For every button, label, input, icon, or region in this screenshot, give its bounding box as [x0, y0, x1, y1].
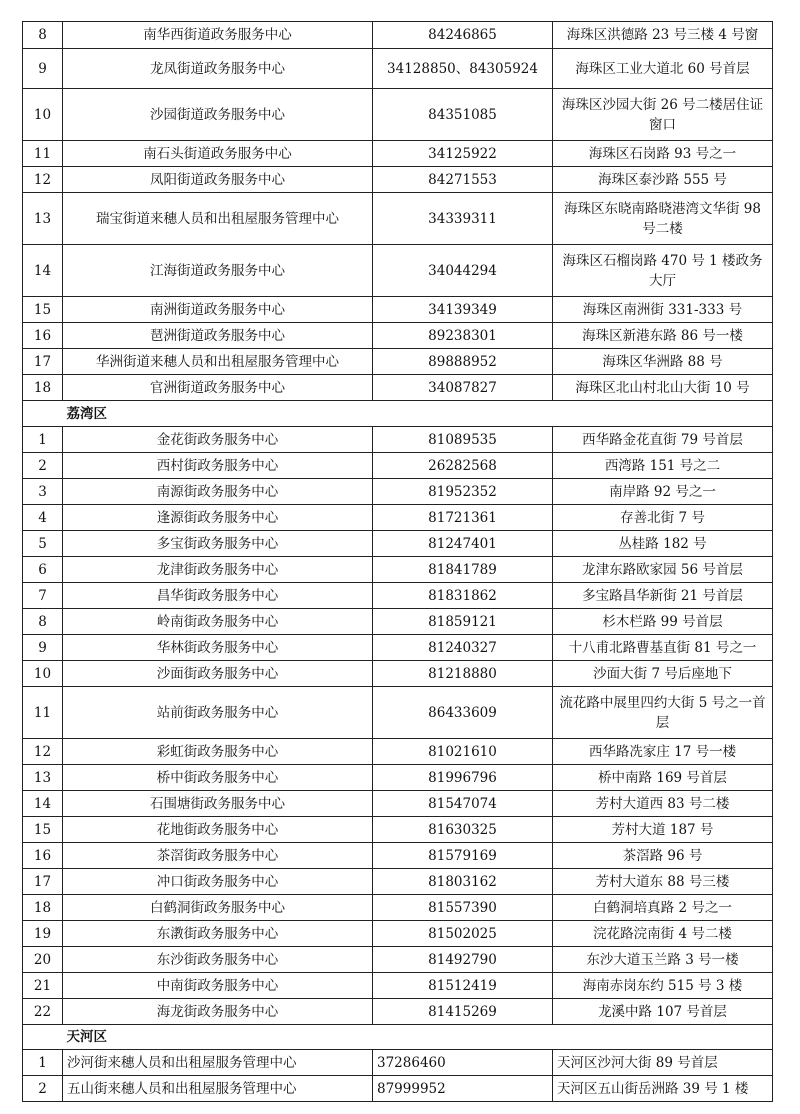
phone-number: 81218880: [373, 661, 553, 687]
address: 杉木栏路 99 号首层: [553, 609, 773, 635]
phone-number: 87999952: [373, 1076, 553, 1102]
phone-number: 81492790: [373, 947, 553, 973]
center-name: 沙河街来穗人员和出租屋服务管理中心: [63, 1050, 373, 1076]
table-row: [23, 375, 773, 401]
center-name: 东沙街政务服务中心: [63, 947, 373, 973]
center-name: 沙面街政务服务中心: [63, 661, 373, 687]
table-row: [23, 843, 773, 869]
row-number: 18: [23, 375, 63, 401]
center-name: 五山街来穗人员和出租屋服务管理中心: [63, 1076, 373, 1102]
phone-number: 81247401: [373, 531, 553, 557]
center-name: 南洲街道政务服务中心: [63, 297, 373, 323]
table-row: [23, 531, 773, 557]
address: 浣花路浣南街 4 号二楼: [553, 921, 773, 947]
table-row: [23, 973, 773, 999]
row-number: 16: [23, 843, 63, 869]
row-number: 2: [23, 1076, 63, 1102]
phone-number: 84351085: [373, 89, 553, 141]
center-name: 琶洲街道政务服务中心: [63, 323, 373, 349]
address: 西华路金花直街 79 号首层: [553, 427, 773, 453]
phone-number: 84246865: [373, 22, 553, 49]
phone-number: 34139349: [373, 297, 553, 323]
row-number: 17: [23, 349, 63, 375]
table-row: [23, 89, 773, 141]
center-name: 昌华街政务服务中心: [63, 583, 373, 609]
center-name: 龙凤街道政务服务中心: [63, 49, 373, 89]
phone-number: 81859121: [373, 609, 553, 635]
phone-number: 81557390: [373, 895, 553, 921]
center-name: 冲口街政务服务中心: [63, 869, 373, 895]
address: 海珠区北山村北山大街 10 号: [553, 375, 773, 401]
phone-number: 81512419: [373, 973, 553, 999]
row-number: 14: [23, 791, 63, 817]
row-number: 22: [23, 999, 63, 1025]
table-row: [23, 22, 773, 49]
table-row: [23, 635, 773, 661]
table-row: [23, 947, 773, 973]
phone-number: 86433609: [373, 687, 553, 739]
row-number: 10: [23, 89, 63, 141]
center-name: 花地街政务服务中心: [63, 817, 373, 843]
table-row: [23, 921, 773, 947]
address: 海珠区石榴岗路 470 号 1 楼政务大厅: [553, 245, 773, 297]
row-number: 20: [23, 947, 63, 973]
phone-number: 81502025: [373, 921, 553, 947]
center-name: 茶滘街政务服务中心: [63, 843, 373, 869]
center-name: 沙园街道政务服务中心: [63, 89, 373, 141]
address: 桥中南路 169 号首层: [553, 765, 773, 791]
table-row: [23, 141, 773, 167]
center-name: 站前街政务服务中心: [63, 687, 373, 739]
phone-number: 81415269: [373, 999, 553, 1025]
table-row: [23, 479, 773, 505]
table-row: [23, 791, 773, 817]
district-header-row: [23, 1025, 773, 1050]
center-name: 凤阳街道政务服务中心: [63, 167, 373, 193]
table-row: [23, 817, 773, 843]
table-row: [23, 765, 773, 791]
table-row: [23, 869, 773, 895]
table-row: [23, 999, 773, 1025]
row-number: 11: [23, 687, 63, 739]
address: 海珠区新港东路 86 号一楼: [553, 323, 773, 349]
row-number: 1: [23, 1050, 63, 1076]
row-number: 11: [23, 141, 63, 167]
row-number: 9: [23, 49, 63, 89]
phone-number: 81630325: [373, 817, 553, 843]
row-number: 15: [23, 297, 63, 323]
address: 海珠区工业大道北 60 号首层: [553, 49, 773, 89]
address: 芳村大道 187 号: [553, 817, 773, 843]
center-name: 华林街政务服务中心: [63, 635, 373, 661]
phone-number: 89888952: [373, 349, 553, 375]
row-number: 14: [23, 245, 63, 297]
phone-number: 34125922: [373, 141, 553, 167]
row-number: 13: [23, 193, 63, 245]
phone-number: 84271553: [373, 167, 553, 193]
row-number: 21: [23, 973, 63, 999]
phone-number: 81021610: [373, 739, 553, 765]
address: 龙溪中路 107 号首层: [553, 999, 773, 1025]
table-row: [23, 661, 773, 687]
phone-number: 81952352: [373, 479, 553, 505]
address: 芳村大道东 88 号三楼: [553, 869, 773, 895]
address: 沙面大街 7 号后座地下: [553, 661, 773, 687]
phone-number: 81996796: [373, 765, 553, 791]
table-row: [23, 557, 773, 583]
phone-number: 34339311: [373, 193, 553, 245]
address: 南岸路 92 号之一: [553, 479, 773, 505]
phone-number: 81240327: [373, 635, 553, 661]
address: 丛桂路 182 号: [553, 531, 773, 557]
table-row: [23, 167, 773, 193]
address: 海珠区华洲路 88 号: [553, 349, 773, 375]
center-name: 江海街道政务服务中心: [63, 245, 373, 297]
district-name: 荔湾区: [63, 401, 773, 427]
row-number: 8: [23, 22, 63, 49]
center-name: 多宝街政务服务中心: [63, 531, 373, 557]
row-number: 18: [23, 895, 63, 921]
address: 白鹤洞培真路 2 号之一: [553, 895, 773, 921]
district-header-blank: [23, 1025, 63, 1050]
address: 西华路冼家庄 17 号一楼: [553, 739, 773, 765]
row-number: 7: [23, 583, 63, 609]
table-row: [23, 427, 773, 453]
address: 流花路中展里四约大街 5 号之一首层: [553, 687, 773, 739]
table-body: [23, 22, 773, 1102]
row-number: 10: [23, 661, 63, 687]
table-row: [23, 1050, 773, 1076]
table-row: [23, 349, 773, 375]
district-header-row: [23, 401, 773, 427]
table-row: [23, 1076, 773, 1102]
center-name: 华洲街道来穗人员和出租屋服务管理中心: [63, 349, 373, 375]
table-row: [23, 505, 773, 531]
phone-number: 34128850、84305924: [373, 49, 553, 89]
phone-number: 81547074: [373, 791, 553, 817]
center-name: 岭南街政务服务中心: [63, 609, 373, 635]
phone-number: 81579169: [373, 843, 553, 869]
phone-number: 34044294: [373, 245, 553, 297]
row-number: 9: [23, 635, 63, 661]
table-row: [23, 609, 773, 635]
phone-number: 81803162: [373, 869, 553, 895]
address: 天河区五山街岳洲路 39 号 1 楼: [553, 1076, 773, 1102]
center-name: 东漖街政务服务中心: [63, 921, 373, 947]
center-name: 海龙街政务服务中心: [63, 999, 373, 1025]
district-header-blank: [23, 401, 63, 427]
row-number: 13: [23, 765, 63, 791]
row-number: 12: [23, 739, 63, 765]
district-name: 天河区: [63, 1025, 773, 1050]
phone-number: 89238301: [373, 323, 553, 349]
address: 存善北街 7 号: [553, 505, 773, 531]
address: 海珠区东晓南路晓港湾文华街 98 号二楼: [553, 193, 773, 245]
table-row: [23, 583, 773, 609]
center-name: 石围塘街政务服务中心: [63, 791, 373, 817]
row-number: 16: [23, 323, 63, 349]
address: 海珠区泰沙路 555 号: [553, 167, 773, 193]
center-name: 彩虹街政务服务中心: [63, 739, 373, 765]
center-name: 南石头街道政务服务中心: [63, 141, 373, 167]
address: 多宝路昌华新街 21 号首层: [553, 583, 773, 609]
center-name: 逢源街政务服务中心: [63, 505, 373, 531]
row-number: 15: [23, 817, 63, 843]
center-name: 桥中街政务服务中心: [63, 765, 373, 791]
row-number: 8: [23, 609, 63, 635]
center-name: 西村街政务服务中心: [63, 453, 373, 479]
address: 海南赤岗东约 515 号 3 楼: [553, 973, 773, 999]
row-number: 5: [23, 531, 63, 557]
address: 海珠区沙园大街 26 号二楼居住证窗口: [553, 89, 773, 141]
address: 海珠区洪德路 23 号三楼 4 号窗: [553, 22, 773, 49]
center-name: 官洲街道政务服务中心: [63, 375, 373, 401]
center-name: 南源街政务服务中心: [63, 479, 373, 505]
center-name: 龙津街政务服务中心: [63, 557, 373, 583]
row-number: 2: [23, 453, 63, 479]
table-row: [23, 245, 773, 297]
row-number: 6: [23, 557, 63, 583]
address: 西湾路 151 号之二: [553, 453, 773, 479]
row-number: 4: [23, 505, 63, 531]
phone-number: 34087827: [373, 375, 553, 401]
phone-number: 81089535: [373, 427, 553, 453]
center-name: 南华西街道政务服务中心: [63, 22, 373, 49]
center-name: 金花街政务服务中心: [63, 427, 373, 453]
address: 天河区沙河大街 89 号首层: [553, 1050, 773, 1076]
phone-number: 26282568: [373, 453, 553, 479]
table-row: [23, 739, 773, 765]
row-number: 1: [23, 427, 63, 453]
phone-number: 81721361: [373, 505, 553, 531]
row-number: 12: [23, 167, 63, 193]
table-row: [23, 453, 773, 479]
table-row: [23, 49, 773, 89]
table-row: [23, 193, 773, 245]
table-row: [23, 323, 773, 349]
service-center-table: [22, 21, 773, 1102]
center-name: 瑞宝街道来穗人员和出租屋服务管理中心: [63, 193, 373, 245]
phone-number: 81841789: [373, 557, 553, 583]
center-name: 中南街政务服务中心: [63, 973, 373, 999]
address: 芳村大道西 83 号二楼: [553, 791, 773, 817]
center-name: 白鹤洞街政务服务中心: [63, 895, 373, 921]
table-row: [23, 895, 773, 921]
phone-number: 37286460: [373, 1050, 553, 1076]
address: 东沙大道玉兰路 3 号一楼: [553, 947, 773, 973]
address: 十八甫北路曹基直街 81 号之一: [553, 635, 773, 661]
table-row: [23, 687, 773, 739]
address: 茶滘路 96 号: [553, 843, 773, 869]
table-row: [23, 297, 773, 323]
phone-number: 81831862: [373, 583, 553, 609]
row-number: 17: [23, 869, 63, 895]
address: 海珠区石岗路 93 号之一: [553, 141, 773, 167]
address: 龙津东路欧家园 56 号首层: [553, 557, 773, 583]
row-number: 19: [23, 921, 63, 947]
address: 海珠区南洲街 331-333 号: [553, 297, 773, 323]
row-number: 3: [23, 479, 63, 505]
